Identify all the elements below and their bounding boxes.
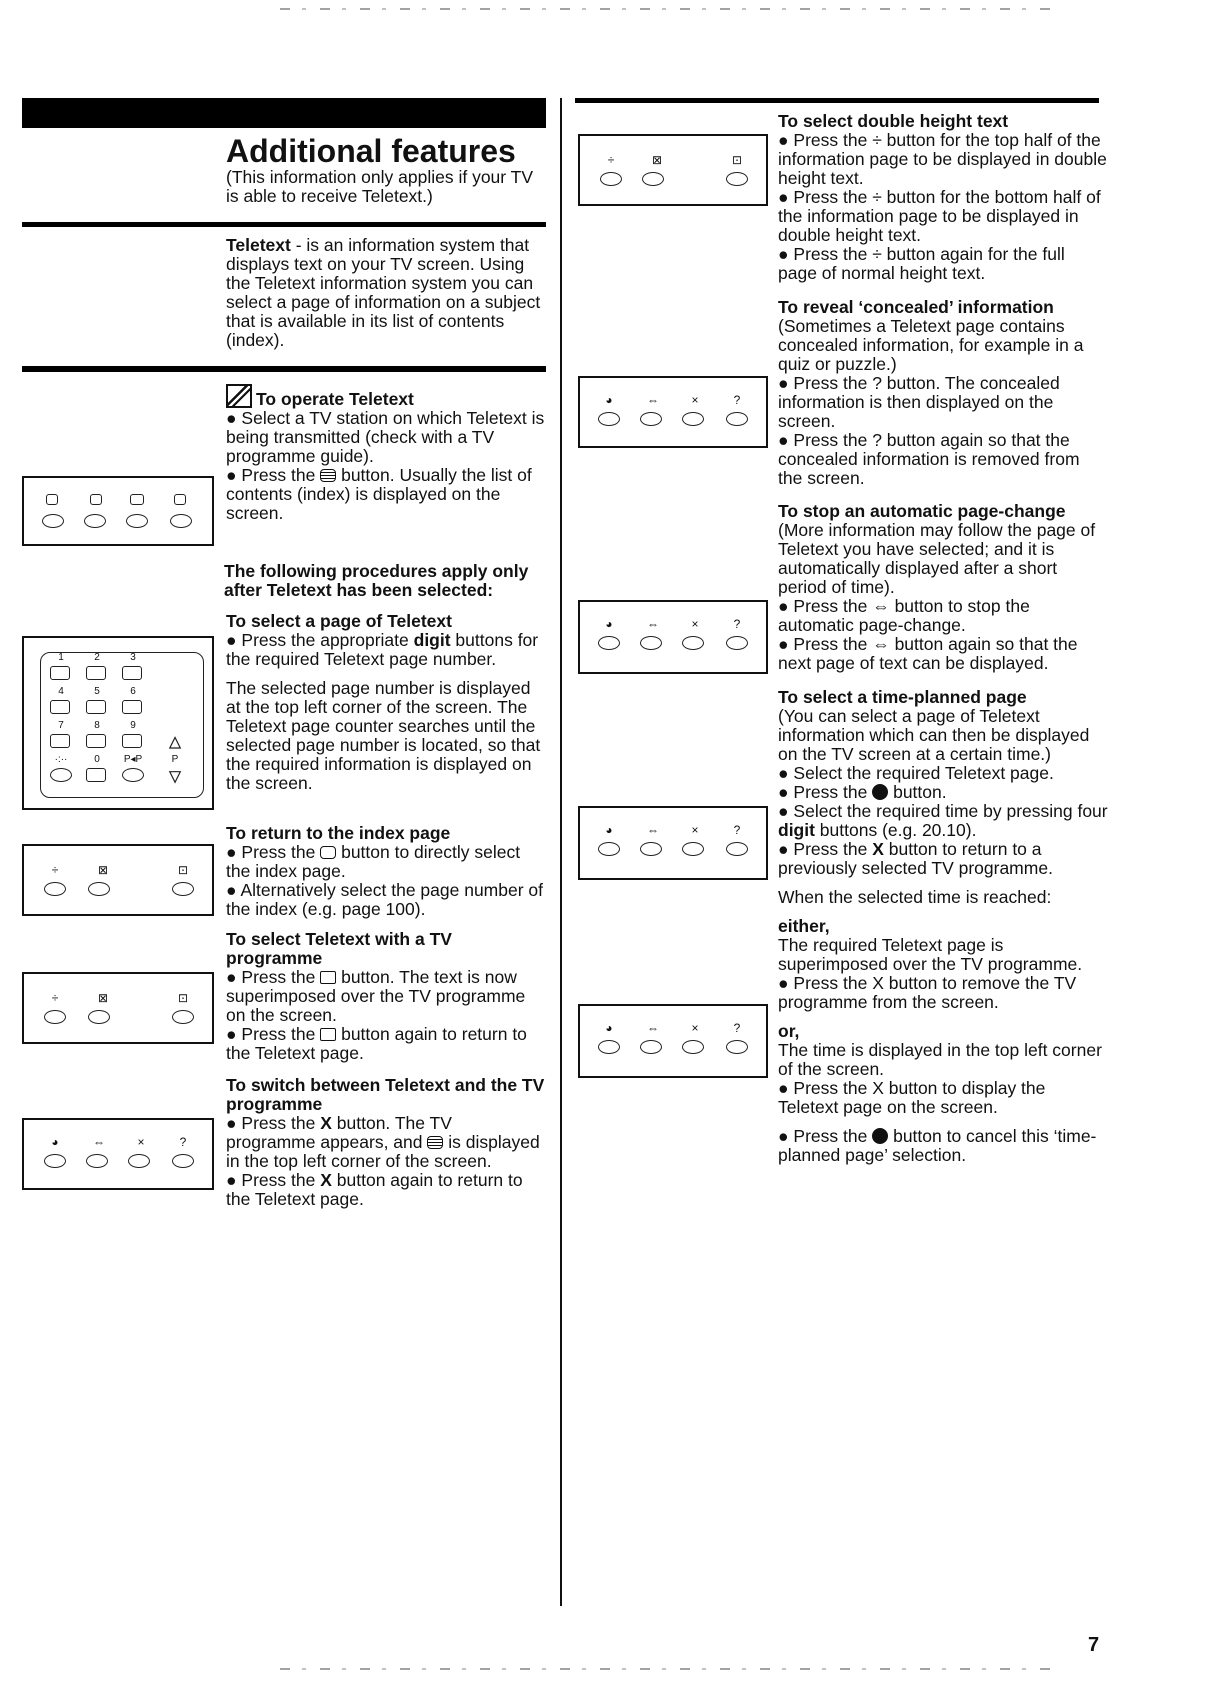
cancel-icon: × xyxy=(691,1021,699,1035)
remote-panel-timed xyxy=(578,806,768,880)
reveal-icon: ? xyxy=(733,393,741,407)
keypad-label: 9 xyxy=(130,720,136,731)
divider xyxy=(22,366,546,372)
clock-icon: ◕ xyxy=(605,1021,613,1035)
double-bullet-1: ● Press the ÷ button for the top half of the information page to be displayed in double height text. xyxy=(778,130,1107,188)
column-divider xyxy=(560,98,562,1606)
timed-bullet-3c: buttons (e.g. 20.10). xyxy=(814,820,977,840)
switch-bullet-2b: button again to return to the Teletext page. xyxy=(226,1170,523,1209)
clock-button[interactable] xyxy=(598,636,620,650)
heading-timed: To select a time-planned page xyxy=(778,687,1027,707)
heading-operate: To operate Teletext xyxy=(256,389,414,409)
timed-either-bullet: ● Press the X button to remove the TV programme from the screen. xyxy=(778,973,1077,1012)
mix-icon xyxy=(320,971,336,984)
switch-bullet-1a: ● Press the xyxy=(226,1113,321,1133)
index-bullet-a: ● Press the xyxy=(226,842,321,862)
mix-icon: ⊠ xyxy=(97,863,109,877)
digit-button[interactable] xyxy=(122,734,142,748)
mix-button[interactable] xyxy=(88,882,110,896)
keypad-label: 4 xyxy=(58,686,64,697)
clock-icon xyxy=(872,784,888,800)
page-title: Additional features xyxy=(226,133,516,169)
section-stop xyxy=(778,502,1108,673)
teletext-icon xyxy=(226,384,252,408)
remote-panel-stop xyxy=(578,600,768,674)
digit-button[interactable] xyxy=(50,666,70,680)
stop-paragraph: (More information may follow the page of Teletext you have selected; and it is automatically displayed after a short period of time). xyxy=(778,520,1096,597)
clock-icon: ◕ xyxy=(605,617,613,631)
divider xyxy=(22,222,546,227)
remote-panel-colored xyxy=(22,1118,214,1190)
intro-term: Teletext xyxy=(226,235,291,255)
digit-button[interactable] xyxy=(50,700,70,714)
cancel-button[interactable] xyxy=(682,842,704,856)
tv-icon xyxy=(46,494,58,505)
section-select-page xyxy=(226,612,546,793)
timed-bullet-digit: digit xyxy=(778,820,815,840)
heading-double: To select double height text xyxy=(778,111,1009,131)
timed-bullet-2a: ● Press the xyxy=(778,782,873,802)
digit-button[interactable] xyxy=(122,768,144,782)
stop-bullet-1: ● Press the ⇔ button to stop the automatic page-change. xyxy=(778,596,1030,635)
cancel-button[interactable] xyxy=(682,412,704,426)
cross-icon: X xyxy=(872,839,884,859)
clock-button[interactable] xyxy=(44,1154,66,1168)
section-with-tv xyxy=(226,930,546,1063)
index-button[interactable] xyxy=(172,1010,194,1024)
mix-icon xyxy=(90,494,102,505)
reveal-button[interactable] xyxy=(726,636,748,650)
cancel-button[interactable] xyxy=(682,1040,704,1054)
digit-button[interactable] xyxy=(86,666,106,680)
index-bullet-b: button to directly select the index page. xyxy=(226,842,521,881)
reveal-button[interactable] xyxy=(726,842,748,856)
timed-bullet-4a: ● Press the xyxy=(778,839,873,859)
hold-button[interactable] xyxy=(640,1040,662,1054)
reveal-button[interactable] xyxy=(726,412,748,426)
reveal-bullet-1: ● Press the ? button. The concealed information is then displayed on the screen. xyxy=(778,373,1060,431)
page-subtitle: (This information only applies if your TV is able to receive Teletext.) xyxy=(226,167,534,206)
intro-body: - is an information system that displays text on your TV screen. Using the Teletext information system you can select a page of information on a subject that is available in its list of contents (index). xyxy=(226,235,541,350)
remote-keypad-panel xyxy=(22,636,214,810)
keypad-label: 0 xyxy=(94,754,100,765)
timed-either: either, xyxy=(778,916,830,936)
timed-bullet-1: ● Select the required Teletext page. xyxy=(778,763,1054,783)
index-button[interactable] xyxy=(726,172,748,186)
section-reveal xyxy=(778,298,1108,488)
reveal-icon: ? xyxy=(733,617,741,631)
with-tv-bullet-1a: ● Press the xyxy=(226,967,321,987)
section-timed xyxy=(778,688,1108,1165)
remote-button[interactable] xyxy=(84,514,106,528)
index-icon: ⊡ xyxy=(177,991,189,1005)
keypad-label: 5 xyxy=(94,686,100,697)
text-enter-icon xyxy=(130,494,144,505)
clock-icon: ◕ xyxy=(605,393,613,407)
section-double xyxy=(778,112,1108,283)
cancel-button[interactable] xyxy=(682,636,704,650)
reveal-paragraph: (Sometimes a Teletext page contains concealed information, for example in a quiz or puzzle.) xyxy=(778,316,1084,374)
index-button[interactable] xyxy=(172,882,194,896)
cancel-icon: × xyxy=(137,1135,145,1149)
with-tv-bullet-2a: ● Press the xyxy=(226,1024,321,1044)
heading-reveal: To reveal ‘concealed’ information xyxy=(778,297,1054,317)
double-height-icon: ÷ xyxy=(607,153,615,167)
remote-panel-mix xyxy=(22,972,214,1044)
cancel-button[interactable] xyxy=(128,1154,150,1168)
programme-up-icon[interactable]: ▲ xyxy=(166,732,184,752)
timed-either-paragraph: The required Teletext page is superimposed over the TV programme. xyxy=(778,935,1083,974)
mix-icon: ⊠ xyxy=(651,153,663,167)
hold-button[interactable] xyxy=(640,636,662,650)
reveal-bullet-2: ● Press the ? button again so that the concealed information is removed from the screen. xyxy=(778,430,1080,488)
stop-bullet-2: ● Press the ⇔ button again so that the next page of text can be displayed. xyxy=(778,634,1078,673)
digit-button[interactable] xyxy=(50,734,70,748)
keypad-label: ·:·· xyxy=(54,754,68,765)
digit-button[interactable] xyxy=(86,768,106,782)
mix-button[interactable] xyxy=(88,1010,110,1024)
timed-cancel-a: ● Press the xyxy=(778,1126,873,1146)
switch-bullet-2a: ● Press the xyxy=(226,1170,321,1190)
intro-text xyxy=(226,236,546,350)
switch-bullet-1b: button. The TV programme appears, and xyxy=(226,1113,452,1152)
index-bullet-2: ● Alternatively select the page number of the index (e.g. page 100). xyxy=(226,880,543,919)
hold-icon: ⇔ xyxy=(647,617,659,631)
keypad-label: 3 xyxy=(130,652,136,663)
hold-icon: ⇔ xyxy=(647,1021,659,1035)
remote-panel-double xyxy=(578,134,768,206)
select-bullet-c: buttons for the required Teletext page number. xyxy=(226,630,539,669)
heading-switch: To switch between Teletext and the TV programme xyxy=(226,1075,545,1114)
cross-icon: X xyxy=(320,1113,332,1133)
switch-bullet-1c: is displayed in the top left corner of the screen. xyxy=(226,1132,540,1171)
reveal-icon: ? xyxy=(733,823,741,837)
double-height-icon: ÷ xyxy=(51,863,59,877)
timed-bullet-3a: ● Select the required time by pressing four xyxy=(778,801,1108,821)
timed-cancel-b: button to cancel this ‘time-planned page’ selection. xyxy=(778,1126,1097,1165)
digit-button[interactable] xyxy=(122,700,142,714)
timed-when: When the selected time is reached: xyxy=(778,887,1052,907)
cross-icon: X xyxy=(320,1170,332,1190)
operate-bullet-2a: ● Press the xyxy=(226,465,321,485)
timed-or-bullet: ● Press the X button to display the Teletext page on the screen. xyxy=(778,1078,1046,1117)
cancel-icon: × xyxy=(691,393,699,407)
timed-or-paragraph: The time is displayed in the top left corner of the screen. xyxy=(778,1040,1102,1079)
operate-bullet-1: ● Select a TV station on which Teletext is being transmitted (check with a TV programme guide). xyxy=(226,408,545,466)
digit-button[interactable] xyxy=(50,768,72,782)
select-bullet-digit: digit xyxy=(413,630,451,650)
digit-button[interactable] xyxy=(122,666,142,680)
divider xyxy=(575,98,1099,103)
remote-panel-timed-2 xyxy=(578,1004,768,1078)
clock-icon: ◕ xyxy=(51,1135,59,1149)
with-tv-bullet-2b: button again to return to the Teletext page. xyxy=(226,1024,527,1063)
operate-bullet-2b: button. Usually the list of contents (index) is displayed on the screen. xyxy=(226,465,532,523)
cancel-icon: × xyxy=(691,617,699,631)
heading-index: To return to the index page xyxy=(226,823,451,843)
page-number: 7 xyxy=(1088,1634,1100,1656)
hold-button[interactable] xyxy=(640,842,662,856)
procedures-note: The following procedures apply only after Teletext has been selected: xyxy=(224,561,529,600)
hold-button[interactable] xyxy=(86,1154,108,1168)
hold-icon: ⇔ xyxy=(647,393,659,407)
index-icon xyxy=(320,846,336,859)
mix-button[interactable] xyxy=(642,172,664,186)
section-index xyxy=(226,824,546,919)
cancel-icon: × xyxy=(691,823,699,837)
remote-panel-index xyxy=(22,844,214,916)
clock-icon xyxy=(872,1128,888,1144)
text-button-icon xyxy=(320,469,336,482)
programme-down-icon[interactable]: ▼ xyxy=(166,766,184,786)
reveal-icon: ? xyxy=(733,1021,741,1035)
keypad-label: 2 xyxy=(94,652,100,663)
heading-with-tv: To select Teletext with a TV programme xyxy=(226,929,452,968)
remote-button[interactable] xyxy=(42,514,64,528)
hold-button[interactable] xyxy=(640,412,662,426)
double-bullet-3: ● Press the ÷ button again for the full page of normal height text. xyxy=(778,244,1065,283)
header-bar xyxy=(22,98,546,128)
digit-button[interactable] xyxy=(86,734,106,748)
keypad-label: 7 xyxy=(58,720,64,731)
mix-icon xyxy=(320,1028,336,1041)
reveal-button[interactable] xyxy=(726,1040,748,1054)
double-height-button[interactable] xyxy=(44,1010,66,1024)
scan-artifact-bottom xyxy=(280,1668,1060,1670)
text-button-icon xyxy=(427,1136,443,1149)
index-icon: ⊡ xyxy=(177,863,189,877)
double-bullet-2: ● Press the ÷ button for the bottom half of the information page to be displayed in double height text. xyxy=(778,187,1101,245)
keypad-label: 1 xyxy=(58,652,64,663)
timed-or: or, xyxy=(778,1021,800,1041)
timed-bullet-2b: button. xyxy=(888,782,947,802)
mix-icon: ⊠ xyxy=(97,991,109,1005)
remote-button[interactable] xyxy=(170,514,192,528)
remote-panel-tv-text xyxy=(22,476,214,546)
heading-stop: To stop an automatic page-change xyxy=(778,501,1066,521)
index-icon: ⊡ xyxy=(731,153,743,167)
double-height-button[interactable] xyxy=(44,882,66,896)
timed-paragraph: (You can select a page of Teletext information which can then be displayed on the TV screen at a certain time.) xyxy=(778,706,1090,764)
select-bullet-a: ● Press the appropriate xyxy=(226,630,414,650)
reveal-button[interactable] xyxy=(172,1154,194,1168)
double-height-icon: ÷ xyxy=(51,991,59,1005)
clock-button[interactable] xyxy=(598,412,620,426)
hold-icon: ⇔ xyxy=(93,1135,105,1149)
timed-bullet-4b: button to return to a previously selected TV programme. xyxy=(778,839,1053,878)
with-tv-bullet-1b: button. The text is now superimposed over the TV programme on the screen. xyxy=(226,967,526,1025)
keypad-label: P◂P xyxy=(123,754,143,765)
section-operate xyxy=(226,384,546,523)
remote-button[interactable] xyxy=(126,514,148,528)
section-switch xyxy=(226,1076,546,1209)
heading-select-page: To select a page of Teletext xyxy=(226,611,452,631)
text-icon xyxy=(174,494,186,505)
clock-icon: ◕ xyxy=(605,823,613,837)
scan-artifact-top xyxy=(280,8,1060,10)
keypad-label: 6 xyxy=(130,686,136,697)
double-height-button[interactable] xyxy=(600,172,622,186)
keypad-label: 8 xyxy=(94,720,100,731)
clock-button[interactable] xyxy=(598,842,620,856)
digit-button[interactable] xyxy=(86,700,106,714)
reveal-icon: ? xyxy=(179,1135,187,1149)
clock-button[interactable] xyxy=(598,1040,620,1054)
select-page-paragraph: The selected page number is displayed at the top left corner of the screen. The Teletext page counter searches until the selected page number is located, so that the required information is displayed on the screen. xyxy=(226,678,541,793)
remote-panel-reveal xyxy=(578,376,768,448)
hold-icon: ⇔ xyxy=(647,823,659,837)
keypad-label: P xyxy=(171,754,179,765)
